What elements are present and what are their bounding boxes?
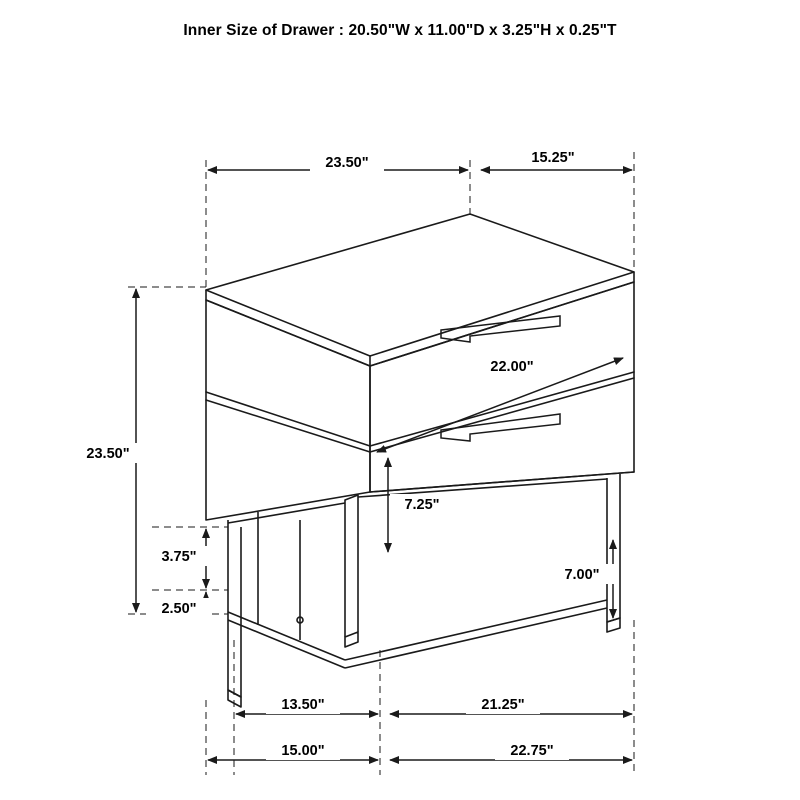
dim-label-drawer-front-width: 22.00" [490,359,534,375]
page-title: Inner Size of Drawer : 20.50"W x 11.00"D x 3.25"H x 0.25"T [183,22,617,39]
dim-label-overall-height: 23.50" [86,446,130,462]
drawer-pull-lower [441,414,560,441]
dim-label-overall-side-depth: 22.75" [510,743,554,759]
dim-label-top-front-width: 23.50" [325,155,369,171]
dim-label-top-side-depth: 15.25" [531,150,575,166]
dim-label-base-side-depth: 21.25" [481,697,525,713]
dim-label-base-rail-height: 3.75" [161,549,197,565]
dim-label-base-front-width: 13.50" [281,697,325,713]
dim-label-overall-front-width: 15.00" [281,743,325,759]
dim-label-right-leg-height: 7.00" [564,567,600,583]
dimension-labels [71,147,614,760]
dim-label-leg-opening-height: 7.25" [404,497,440,513]
dim-label-foot-height: 2.50" [161,601,197,617]
cabinet-body [206,214,634,520]
dimension-arrows [136,170,632,760]
